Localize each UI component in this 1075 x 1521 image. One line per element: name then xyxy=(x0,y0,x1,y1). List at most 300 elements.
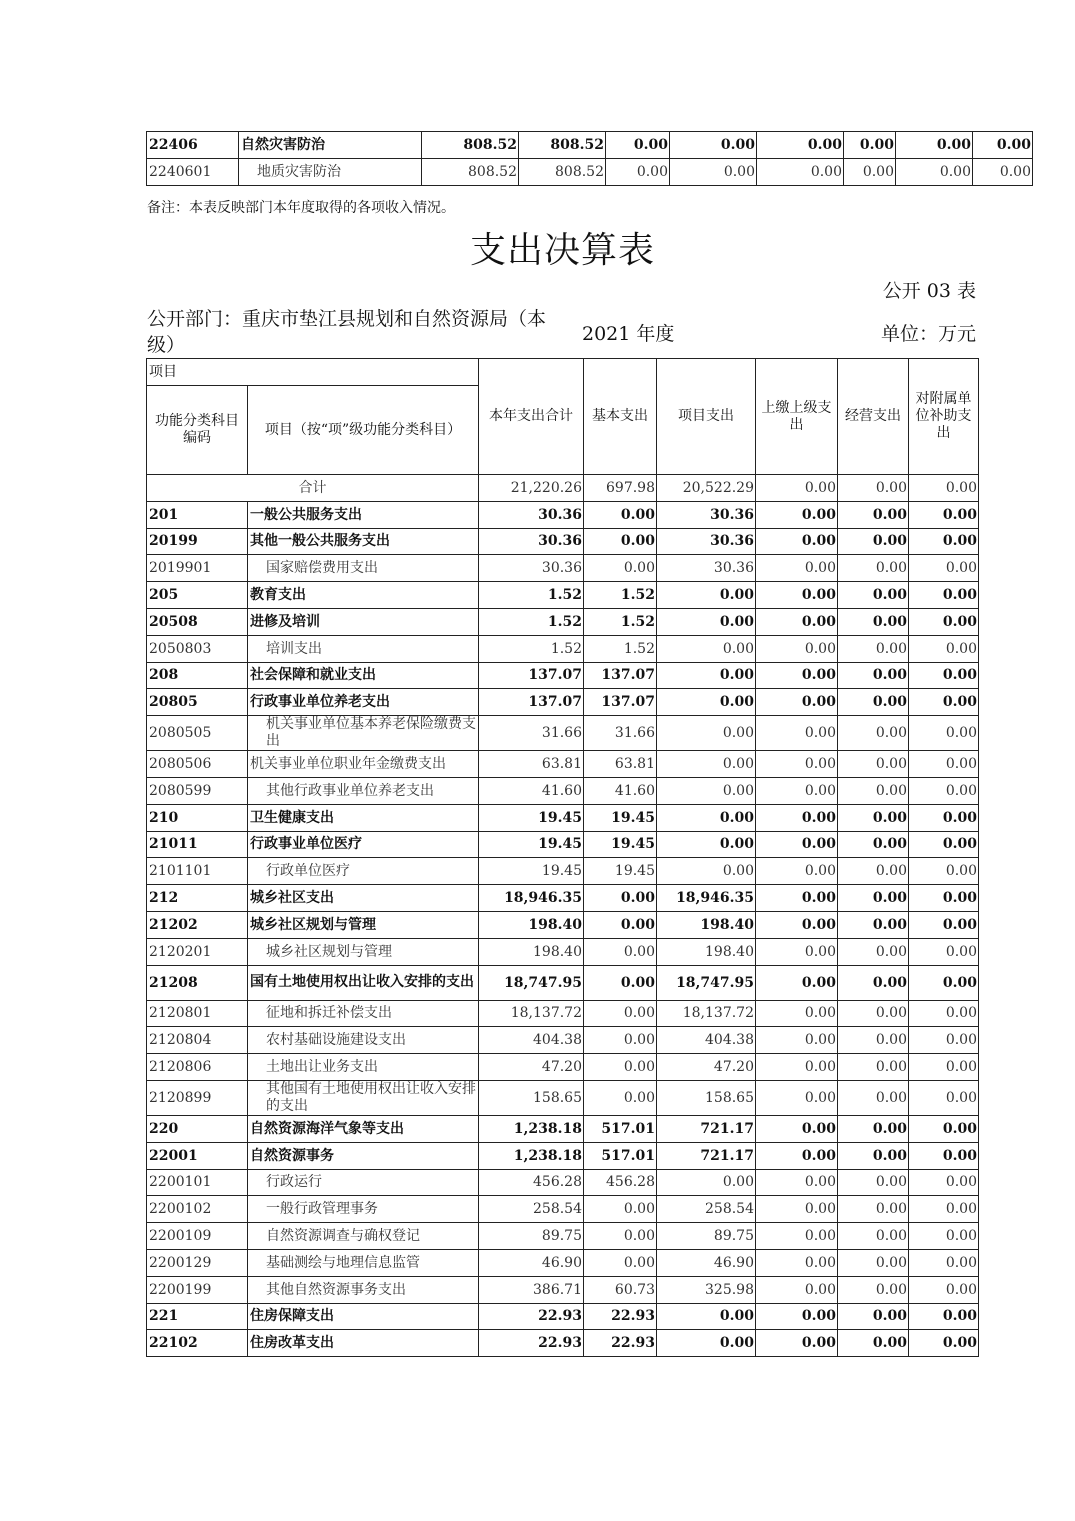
code-cell: 20508 xyxy=(147,608,248,635)
value-cell: 0.00 xyxy=(909,1000,979,1027)
value-cell: 404.38 xyxy=(657,1027,756,1054)
value-cell: 0.00 xyxy=(657,582,756,609)
table-row xyxy=(147,1142,979,1169)
value-cell: 0.00 xyxy=(909,501,979,528)
name-cell: 土地出让业务支出 xyxy=(248,1054,479,1081)
value-cell: 1.52 xyxy=(479,635,584,662)
table-row xyxy=(147,159,1033,186)
value-cell: 456.28 xyxy=(479,1169,584,1196)
value-cell: 0.00 xyxy=(756,965,838,1000)
value-cell: 0.00 xyxy=(844,159,896,186)
value-cell: 0.00 xyxy=(757,132,844,159)
name-cell: 自然灾害防治 xyxy=(239,132,422,159)
value-cell: 0.00 xyxy=(838,777,909,804)
total-cell: 0.00 xyxy=(909,475,979,502)
value-cell: 1,238.18 xyxy=(479,1115,584,1142)
table-row xyxy=(147,1196,979,1223)
value-cell: 0.00 xyxy=(838,716,909,751)
value-cell: 0.00 xyxy=(838,1115,909,1142)
value-cell: 0.00 xyxy=(909,1169,979,1196)
code-cell: 2200109 xyxy=(147,1223,248,1250)
name-cell: 城乡社区支出 xyxy=(248,885,479,912)
name-cell: 行政运行 xyxy=(248,1169,479,1196)
value-cell: 0.00 xyxy=(657,858,756,885)
value-cell: 0.00 xyxy=(909,689,979,716)
value-cell: 258.54 xyxy=(479,1196,584,1223)
value-cell: 198.40 xyxy=(657,911,756,938)
value-cell: 0.00 xyxy=(838,662,909,689)
code-cell: 210 xyxy=(147,804,248,831)
code-cell: 212 xyxy=(147,885,248,912)
value-cell: 0.00 xyxy=(838,1223,909,1250)
code-cell: 20199 xyxy=(147,528,248,555)
value-cell: 89.75 xyxy=(657,1223,756,1250)
value-cell: 0.00 xyxy=(909,528,979,555)
value-cell: 0.00 xyxy=(584,528,657,555)
value-cell: 31.66 xyxy=(584,716,657,751)
value-cell: 0.00 xyxy=(606,132,670,159)
value-cell: 0.00 xyxy=(838,1142,909,1169)
table-row xyxy=(147,911,979,938)
value-cell: 0.00 xyxy=(909,751,979,778)
value-cell: 0.00 xyxy=(584,501,657,528)
name-cell: 城乡社区规划与管理 xyxy=(248,938,479,965)
table-row xyxy=(147,1169,979,1196)
value-cell: 0.00 xyxy=(838,1169,909,1196)
value-cell: 18,747.95 xyxy=(657,965,756,1000)
table-row xyxy=(147,1080,979,1115)
table-row xyxy=(147,1027,979,1054)
value-cell: 0.00 xyxy=(657,804,756,831)
code-cell: 22102 xyxy=(147,1330,248,1357)
income-table-body xyxy=(147,132,1033,186)
value-cell: 41.60 xyxy=(479,777,584,804)
value-cell: 60.73 xyxy=(584,1276,657,1303)
name-cell: 教育支出 xyxy=(248,582,479,609)
value-cell: 22.93 xyxy=(584,1330,657,1357)
value-cell: 30.36 xyxy=(479,555,584,582)
name-cell: 卫生健康支出 xyxy=(248,804,479,831)
value-cell: 0.00 xyxy=(756,1276,838,1303)
name-cell: 一般行政管理事务 xyxy=(248,1196,479,1223)
value-cell: 0.00 xyxy=(838,635,909,662)
value-cell: 0.00 xyxy=(896,159,973,186)
name-cell: 城乡社区规划与管理 xyxy=(248,911,479,938)
value-cell: 0.00 xyxy=(657,1169,756,1196)
name-cell: 机关事业单位基本养老保险缴费支出 xyxy=(248,716,479,751)
value-cell: 0.00 xyxy=(657,689,756,716)
value-cell: 0.00 xyxy=(909,1142,979,1169)
value-cell: 0.00 xyxy=(584,555,657,582)
value-cell: 0.00 xyxy=(657,1330,756,1357)
value-cell: 0.00 xyxy=(973,132,1033,159)
table-row xyxy=(147,858,979,885)
name-cell: 国家赔偿费用支出 xyxy=(248,555,479,582)
total-cell: 20,522.29 xyxy=(657,475,756,502)
value-cell: 0.00 xyxy=(756,1223,838,1250)
value-cell: 1,238.18 xyxy=(479,1142,584,1169)
code-cell: 2019901 xyxy=(147,555,248,582)
value-cell: 721.17 xyxy=(657,1115,756,1142)
code-cell: 21208 xyxy=(147,965,248,1000)
value-cell: 0.00 xyxy=(657,608,756,635)
header-col-total: 本年支出合计 xyxy=(479,359,584,475)
value-cell: 0.00 xyxy=(909,582,979,609)
code-cell: 22406 xyxy=(147,132,239,159)
value-cell: 0.00 xyxy=(756,1330,838,1357)
value-cell: 137.07 xyxy=(584,689,657,716)
table-row xyxy=(147,1000,979,1027)
department-label: 公开部门：重庆市垫江县规划和自然资源局（本级） xyxy=(147,308,547,356)
code-cell: 21011 xyxy=(147,831,248,858)
table-row xyxy=(147,751,979,778)
value-cell: 0.00 xyxy=(838,1054,909,1081)
value-cell: 22.93 xyxy=(479,1303,584,1330)
expenditure-table xyxy=(146,358,979,1357)
value-cell: 0.00 xyxy=(756,662,838,689)
value-cell: 0.00 xyxy=(584,1054,657,1081)
value-cell: 19.45 xyxy=(479,804,584,831)
code-cell: 205 xyxy=(147,582,248,609)
value-cell: 0.00 xyxy=(909,1223,979,1250)
value-cell: 386.71 xyxy=(479,1276,584,1303)
total-cell: 697.98 xyxy=(584,475,657,502)
table-row xyxy=(147,662,979,689)
value-cell: 0.00 xyxy=(657,662,756,689)
value-cell: 1.52 xyxy=(584,608,657,635)
name-cell: 其他一般公共服务支出 xyxy=(248,528,479,555)
value-cell: 258.54 xyxy=(657,1196,756,1223)
code-cell: 208 xyxy=(147,662,248,689)
value-cell: 0.00 xyxy=(756,911,838,938)
name-cell: 住房改革支出 xyxy=(248,1330,479,1357)
value-cell: 31.66 xyxy=(479,716,584,751)
table-row xyxy=(147,777,979,804)
name-cell: 自然资源事务 xyxy=(248,1142,479,1169)
value-cell: 0.00 xyxy=(909,858,979,885)
value-cell: 0.00 xyxy=(909,804,979,831)
table-row xyxy=(147,608,979,635)
code-cell: 2101101 xyxy=(147,858,248,885)
value-cell: 0.00 xyxy=(756,1115,838,1142)
value-cell: 0.00 xyxy=(756,528,838,555)
value-cell: 137.07 xyxy=(479,689,584,716)
name-cell: 社会保障和就业支出 xyxy=(248,662,479,689)
value-cell: 18,137.72 xyxy=(657,1000,756,1027)
table-row xyxy=(147,528,979,555)
table-row xyxy=(147,938,979,965)
value-cell: 0.00 xyxy=(838,608,909,635)
value-cell: 19.45 xyxy=(479,831,584,858)
name-cell: 征地和拆迁补偿支出 xyxy=(248,1000,479,1027)
value-cell: 0.00 xyxy=(838,965,909,1000)
value-cell: 0.00 xyxy=(838,938,909,965)
value-cell: 0.00 xyxy=(756,1249,838,1276)
value-cell: 0.00 xyxy=(838,1000,909,1027)
value-cell: 0.00 xyxy=(757,159,844,186)
value-cell: 0.00 xyxy=(896,132,973,159)
header-col-basic: 基本支出 xyxy=(584,359,657,475)
value-cell: 0.00 xyxy=(838,1330,909,1357)
value-cell: 517.01 xyxy=(584,1142,657,1169)
name-cell: 住房保障支出 xyxy=(248,1303,479,1330)
name-cell: 自然资源海洋气象等支出 xyxy=(248,1115,479,1142)
form-number: 公开 03 表 xyxy=(882,280,976,302)
table-row xyxy=(147,555,979,582)
value-cell: 0.00 xyxy=(657,1303,756,1330)
table-row xyxy=(147,132,1033,159)
value-cell: 0.00 xyxy=(838,911,909,938)
value-cell: 0.00 xyxy=(756,885,838,912)
value-cell: 19.45 xyxy=(584,831,657,858)
value-cell: 30.36 xyxy=(657,528,756,555)
table-row xyxy=(147,1330,979,1357)
value-cell: 0.00 xyxy=(909,1276,979,1303)
table-row xyxy=(147,804,979,831)
code-cell: 2200199 xyxy=(147,1276,248,1303)
table-row xyxy=(147,1223,979,1250)
value-cell: 19.45 xyxy=(584,858,657,885)
value-cell: 18,946.35 xyxy=(479,885,584,912)
value-cell: 198.40 xyxy=(657,938,756,965)
value-cell: 456.28 xyxy=(584,1169,657,1196)
name-cell: 其他自然资源事务支出 xyxy=(248,1276,479,1303)
value-cell: 0.00 xyxy=(756,635,838,662)
table-row xyxy=(147,635,979,662)
value-cell: 0.00 xyxy=(756,831,838,858)
value-cell: 0.00 xyxy=(909,885,979,912)
value-cell: 0.00 xyxy=(756,1080,838,1115)
value-cell: 404.38 xyxy=(479,1027,584,1054)
name-cell: 行政单位医疗 xyxy=(248,858,479,885)
value-cell: 0.00 xyxy=(838,858,909,885)
value-cell: 0.00 xyxy=(838,689,909,716)
value-cell: 0.00 xyxy=(584,1223,657,1250)
value-cell: 0.00 xyxy=(909,777,979,804)
value-cell: 0.00 xyxy=(838,885,909,912)
value-cell: 46.90 xyxy=(479,1249,584,1276)
value-cell: 0.00 xyxy=(756,1000,838,1027)
value-cell: 0.00 xyxy=(838,1249,909,1276)
value-cell: 0.00 xyxy=(756,1196,838,1223)
value-cell: 808.52 xyxy=(422,132,519,159)
value-cell: 0.00 xyxy=(756,608,838,635)
value-cell: 0.00 xyxy=(909,1330,979,1357)
value-cell: 0.00 xyxy=(838,831,909,858)
value-cell: 0.00 xyxy=(584,1196,657,1223)
year-label: 2021 年度 xyxy=(582,323,675,345)
table-row xyxy=(147,501,979,528)
total-row xyxy=(147,475,979,502)
value-cell: 0.00 xyxy=(756,582,838,609)
value-cell: 0.00 xyxy=(756,751,838,778)
value-cell: 22.93 xyxy=(584,1303,657,1330)
value-cell: 46.90 xyxy=(657,1249,756,1276)
value-cell: 0.00 xyxy=(838,804,909,831)
value-cell: 0.00 xyxy=(584,965,657,1000)
value-cell: 808.52 xyxy=(519,159,606,186)
code-cell: 20805 xyxy=(147,689,248,716)
code-cell: 21202 xyxy=(147,911,248,938)
name-cell: 自然资源调查与确权登记 xyxy=(248,1223,479,1250)
name-cell: 培训支出 xyxy=(248,635,479,662)
name-cell: 基础测绘与地理信息监管 xyxy=(248,1249,479,1276)
code-cell: 2120201 xyxy=(147,938,248,965)
table-row xyxy=(147,689,979,716)
value-cell: 0.00 xyxy=(584,1080,657,1115)
value-cell: 0.00 xyxy=(909,555,979,582)
table-row xyxy=(147,885,979,912)
code-cell: 22001 xyxy=(147,1142,248,1169)
value-cell: 1.52 xyxy=(479,582,584,609)
value-cell: 0.00 xyxy=(756,1027,838,1054)
value-cell: 0.00 xyxy=(670,132,757,159)
value-cell: 18,946.35 xyxy=(657,885,756,912)
value-cell: 1.52 xyxy=(479,608,584,635)
value-cell: 808.52 xyxy=(519,132,606,159)
value-cell: 0.00 xyxy=(838,582,909,609)
value-cell: 0.00 xyxy=(756,1169,838,1196)
value-cell: 0.00 xyxy=(909,1080,979,1115)
value-cell: 0.00 xyxy=(838,501,909,528)
table-row xyxy=(147,965,979,1000)
value-cell: 0.00 xyxy=(838,1080,909,1115)
value-cell: 0.00 xyxy=(670,159,757,186)
value-cell: 1.52 xyxy=(584,582,657,609)
code-cell: 2050803 xyxy=(147,635,248,662)
value-cell: 0.00 xyxy=(909,911,979,938)
header-code: 功能分类科目编码 xyxy=(147,386,248,475)
value-cell: 0.00 xyxy=(844,132,896,159)
value-cell: 0.00 xyxy=(838,1276,909,1303)
name-cell: 行政事业单位养老支出 xyxy=(248,689,479,716)
value-cell: 808.52 xyxy=(422,159,519,186)
value-cell: 721.17 xyxy=(657,1142,756,1169)
header-col-operating: 经营支出 xyxy=(838,359,909,475)
value-cell: 0.00 xyxy=(909,1054,979,1081)
table-row xyxy=(147,1054,979,1081)
value-cell: 0.00 xyxy=(756,1303,838,1330)
name-cell: 行政事业单位医疗 xyxy=(248,831,479,858)
value-cell: 0.00 xyxy=(838,751,909,778)
value-cell: 0.00 xyxy=(756,1142,838,1169)
value-cell: 47.20 xyxy=(479,1054,584,1081)
value-cell: 158.65 xyxy=(479,1080,584,1115)
value-cell: 47.20 xyxy=(657,1054,756,1081)
value-cell: 137.07 xyxy=(479,662,584,689)
total-label: 合计 xyxy=(147,475,479,502)
value-cell: 0.00 xyxy=(909,716,979,751)
value-cell: 63.81 xyxy=(584,751,657,778)
value-cell: 0.00 xyxy=(606,159,670,186)
value-cell: 30.36 xyxy=(657,555,756,582)
code-cell: 2120801 xyxy=(147,1000,248,1027)
value-cell: 63.81 xyxy=(479,751,584,778)
value-cell: 325.98 xyxy=(657,1276,756,1303)
value-cell: 30.36 xyxy=(657,501,756,528)
value-cell: 517.01 xyxy=(584,1115,657,1142)
value-cell: 0.00 xyxy=(909,938,979,965)
value-cell: 0.00 xyxy=(756,858,838,885)
value-cell: 0.00 xyxy=(756,689,838,716)
value-cell: 0.00 xyxy=(909,1196,979,1223)
value-cell: 0.00 xyxy=(657,751,756,778)
value-cell: 0.00 xyxy=(838,528,909,555)
value-cell: 0.00 xyxy=(909,662,979,689)
value-cell: 0.00 xyxy=(584,1000,657,1027)
name-cell: 地质灾害防治 xyxy=(239,159,422,186)
value-cell: 22.93 xyxy=(479,1330,584,1357)
value-cell: 0.00 xyxy=(584,885,657,912)
name-cell: 其他国有土地使用权出让收入安排的支出 xyxy=(248,1080,479,1115)
value-cell: 0.00 xyxy=(584,1249,657,1276)
value-cell: 0.00 xyxy=(909,1027,979,1054)
value-cell: 0.00 xyxy=(838,1027,909,1054)
code-cell: 2200102 xyxy=(147,1196,248,1223)
expenditure-table-body xyxy=(147,475,979,1357)
value-cell: 0.00 xyxy=(909,608,979,635)
table-row xyxy=(147,831,979,858)
value-cell: 0.00 xyxy=(584,1027,657,1054)
value-cell: 0.00 xyxy=(657,635,756,662)
value-cell: 0.00 xyxy=(973,159,1033,186)
code-cell: 201 xyxy=(147,501,248,528)
name-cell: 农村基础设施建设支出 xyxy=(248,1027,479,1054)
value-cell: 0.00 xyxy=(756,555,838,582)
value-cell: 0.00 xyxy=(657,831,756,858)
name-cell: 一般公共服务支出 xyxy=(248,501,479,528)
value-cell: 158.65 xyxy=(657,1080,756,1115)
value-cell: 198.40 xyxy=(479,938,584,965)
value-cell: 18,747.95 xyxy=(479,965,584,1000)
code-cell: 2080505 xyxy=(147,716,248,751)
value-cell: 0.00 xyxy=(756,804,838,831)
header-item: 项目（按“项”级功能分类科目） xyxy=(248,386,479,475)
name-cell: 机关事业单位职业年金缴费支出 xyxy=(248,751,479,778)
value-cell: 0.00 xyxy=(909,831,979,858)
value-cell: 0.00 xyxy=(756,716,838,751)
value-cell: 137.07 xyxy=(584,662,657,689)
header-col-subsidy: 对附属单位补助支出 xyxy=(909,359,979,475)
value-cell: 0.00 xyxy=(584,911,657,938)
value-cell: 18,137.72 xyxy=(479,1000,584,1027)
value-cell: 0.00 xyxy=(584,938,657,965)
value-cell: 0.00 xyxy=(909,635,979,662)
header-col-remit: 上缴上级支出 xyxy=(756,359,838,475)
value-cell: 0.00 xyxy=(909,965,979,1000)
code-cell: 2200101 xyxy=(147,1169,248,1196)
code-cell: 220 xyxy=(147,1115,248,1142)
table-row xyxy=(147,1249,979,1276)
total-cell: 21,220.26 xyxy=(479,475,584,502)
name-cell: 国有土地使用权出让收入安排的支出 xyxy=(248,965,479,1000)
code-cell: 2120806 xyxy=(147,1054,248,1081)
code-cell: 221 xyxy=(147,1303,248,1330)
code-cell: 2200129 xyxy=(147,1249,248,1276)
value-cell: 0.00 xyxy=(838,1196,909,1223)
value-cell: 41.60 xyxy=(584,777,657,804)
value-cell: 0.00 xyxy=(756,501,838,528)
header-col-project: 项目支出 xyxy=(657,359,756,475)
value-cell: 0.00 xyxy=(756,1054,838,1081)
name-cell: 其他行政事业单位养老支出 xyxy=(248,777,479,804)
unit-label: 单位：万元 xyxy=(880,323,976,345)
total-cell: 0.00 xyxy=(838,475,909,502)
value-cell: 1.52 xyxy=(584,635,657,662)
value-cell: 0.00 xyxy=(657,777,756,804)
table-row xyxy=(147,582,979,609)
value-cell: 0.00 xyxy=(756,938,838,965)
